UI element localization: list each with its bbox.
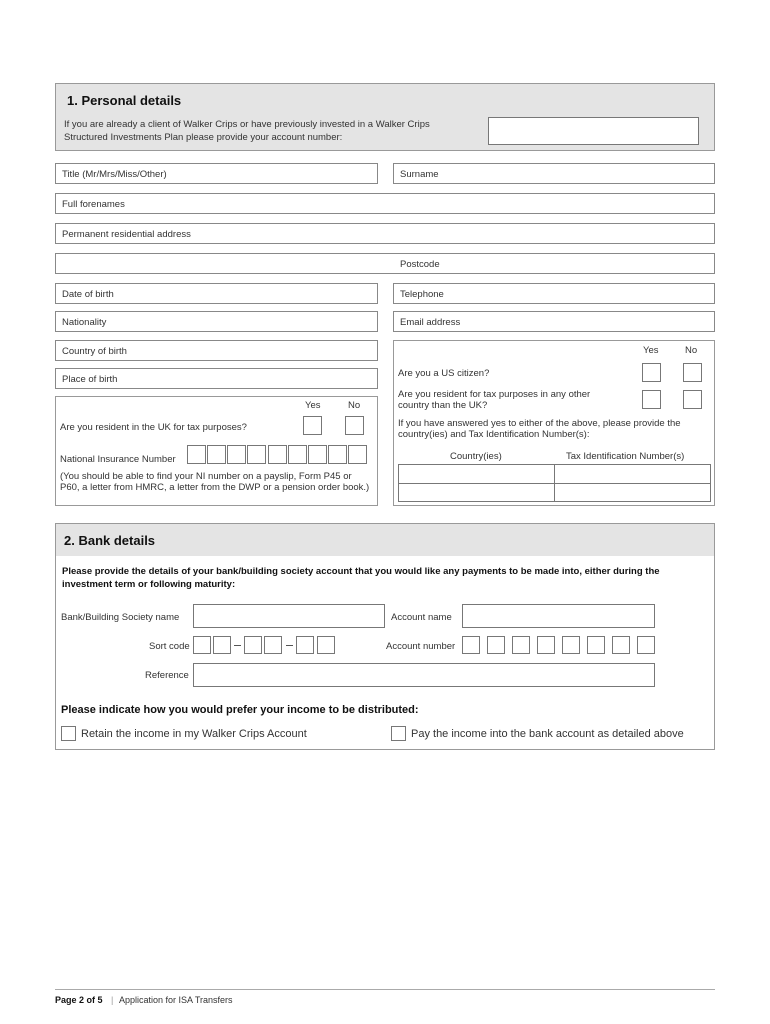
section1-intro-line2: Structured Investments Plan please provide your account number: [64,132,343,143]
sort-code-digit-2[interactable] [213,636,231,654]
footer-separator: | [111,995,114,1005]
tin-table [398,464,711,502]
pay-income-checkbox[interactable] [391,726,406,741]
reference-input[interactable] [193,663,655,687]
tin-country-cell-1[interactable] [399,465,554,483]
tin-instruction: If you have answered yes to either of the above, please provide the country(ies) and Tax Identification Number(s): [398,418,681,440]
section1-title: 1. Personal details [67,93,182,108]
bank-name-label: Bank/Building Society name [61,612,180,623]
retain-income-label: Retain the income in my Walker Crips Account [81,728,307,740]
forenames-label: Full forenames [62,199,125,210]
pay-income-label: Pay the income into the bank account as detailed above [411,728,684,740]
postcode-label: Postcode [400,259,440,270]
account-number-digit-8[interactable] [637,636,655,654]
title-label: Title (Mr/Mrs/Miss/Other) [62,169,167,180]
section2-intro: Please provide the details of your bank/building society account that you would like any payments to be made into, either during the investment term or following maturity: [62,566,660,590]
country-of-birth-label: Country of birth [62,346,127,357]
bank-details-panel [55,523,715,750]
sort-code-digit-5[interactable] [296,636,314,654]
tin-column-header: Tax Identification Number(s) [566,451,685,462]
uk-no-header: No [348,400,361,411]
place-of-birth-label: Place of birth [62,374,118,385]
uk-tax-no-checkbox[interactable] [345,416,364,435]
footer-page-number: Page 2 of 5 [55,995,103,1005]
ni-note: (You should be able to find your NI number on a payslip, Form P45 or P60, a letter from HMRC, a letter from the DWP or a pension order book.) [60,471,370,493]
us-citizen-yes-checkbox[interactable] [642,363,661,382]
ni-digit-3[interactable] [227,445,246,464]
uk-tax-yes-checkbox[interactable] [303,416,322,435]
telephone-field[interactable] [393,283,715,304]
account-number-digit-5[interactable] [562,636,580,654]
telephone-label: Telephone [400,289,444,300]
uk-tax-panel [55,396,378,506]
other-tax-yes-checkbox[interactable] [642,390,661,409]
dob-label: Date of birth [62,289,114,300]
sort-code-dash-1 [234,645,241,646]
ni-digit-8[interactable] [328,445,347,464]
forenames-field[interactable] [55,193,715,214]
email-field[interactable] [393,311,715,332]
uk-tax-question: Are you resident in the UK for tax purposes? [60,422,247,433]
place-of-birth-field[interactable] [55,368,378,389]
account-number-digit-6[interactable] [587,636,605,654]
address-field[interactable] [55,223,715,244]
account-name-label: Account name [391,612,452,623]
reference-label: Reference [145,670,189,681]
sort-code-digit-6[interactable] [317,636,335,654]
ni-digit-4[interactable] [247,445,266,464]
surname-label: Surname [400,169,439,180]
account-number-digit-7[interactable] [612,636,630,654]
account-number-panel [55,83,715,151]
retain-income-checkbox[interactable] [61,726,76,741]
sort-code-dash-2 [286,645,293,646]
address-line2-field[interactable] [55,253,715,274]
sort-code-digit-1[interactable] [193,636,211,654]
ni-digit-2[interactable] [207,445,226,464]
us-citizen-question: Are you a US citizen? [398,368,490,379]
section2-title: 2. Bank details [64,533,156,548]
dob-field[interactable] [55,283,378,304]
account-number-digit-4[interactable] [537,636,555,654]
account-number-digit-3[interactable] [512,636,530,654]
existing-account-number-input[interactable] [488,117,699,145]
account-number-digit-2[interactable] [487,636,505,654]
country-column-header: Country(ies) [450,451,502,462]
foreign-no-header: No [685,345,698,356]
sort-code-digit-3[interactable] [244,636,262,654]
email-label: Email address [400,317,461,328]
footer-rule [55,989,715,990]
tin-number-cell-1[interactable] [555,465,710,483]
section1-intro-line1: If you are already a client of Walker Crips or have previously invested in a Walker Crips [64,119,430,130]
country-of-birth-field[interactable] [55,340,378,361]
other-tax-residency-question: Are you resident for tax purposes in any other country than the UK? [398,389,591,411]
income-distribution-heading: Please indicate how you would prefer your income to be distributed: [61,704,419,716]
foreign-yes-header: Yes [643,345,659,356]
footer-doc-title: Application for ISA Transfers [119,995,233,1005]
account-number-digit-1[interactable] [462,636,480,654]
nationality-label: Nationality [62,317,107,328]
nationality-field[interactable] [55,311,378,332]
ni-digit-9[interactable] [348,445,367,464]
sort-code-digit-4[interactable] [264,636,282,654]
sort-code-label: Sort code [149,641,190,652]
us-citizen-no-checkbox[interactable] [683,363,702,382]
ni-digit-1[interactable] [187,445,206,464]
uk-yes-header: Yes [305,400,321,411]
foreign-tax-panel [393,340,715,506]
account-number-label: Account number [386,641,456,652]
other-tax-no-checkbox[interactable] [683,390,702,409]
title-field[interactable] [55,163,378,184]
surname-field[interactable] [393,163,715,184]
tin-country-cell-2[interactable] [399,484,554,501]
address-label: Permanent residential address [62,229,191,240]
bank-name-input[interactable] [193,604,385,628]
ni-digit-7[interactable] [308,445,327,464]
tin-number-cell-2[interactable] [555,484,710,501]
ni-number-label: National Insurance Number [60,454,176,465]
section2-header-bar [56,524,714,556]
ni-digit-5[interactable] [268,445,287,464]
account-name-input[interactable] [462,604,655,628]
ni-digit-6[interactable] [288,445,307,464]
